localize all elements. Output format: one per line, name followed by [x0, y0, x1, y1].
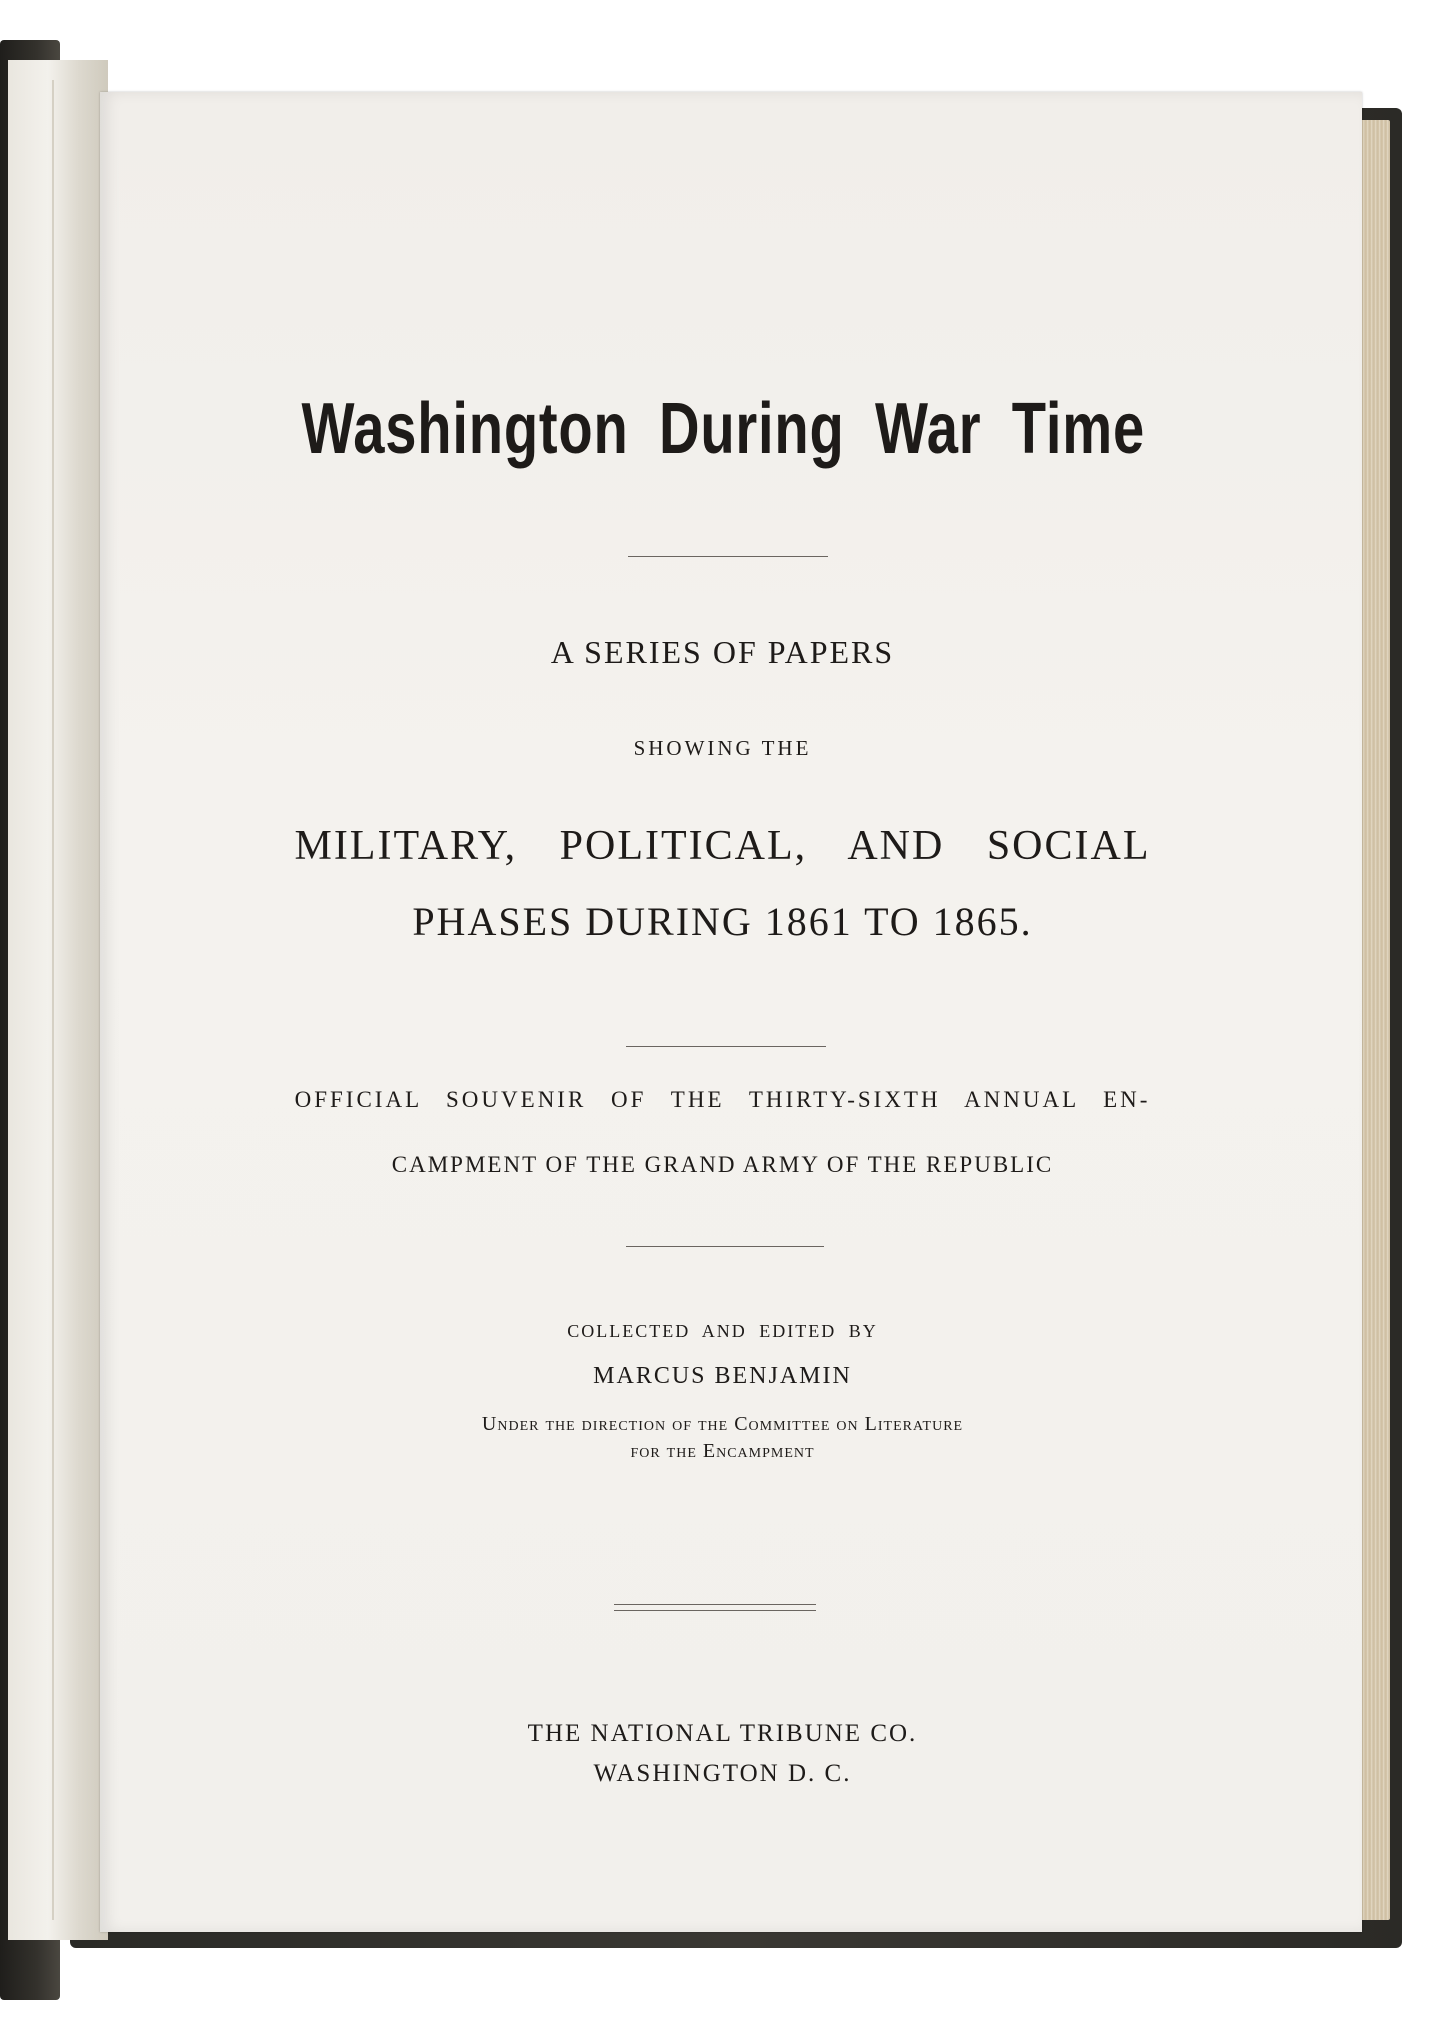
souvenir-line2: CAMPMENT OF THE GRAND ARMY OF THE REPUBLIC — [391, 1152, 1054, 1177]
divider-rule-3 — [626, 1246, 824, 1247]
double-rule-bottom — [614, 1610, 816, 1611]
series-line: A SERIES OF PAPERS — [550, 634, 895, 670]
previous-leaf-edge — [8, 60, 108, 1940]
divider-rule-1 — [628, 556, 828, 557]
phases-heading-line2: PHASES DURING 1861 TO 1865. — [412, 899, 1033, 944]
book-title: Washington During War Time — [301, 389, 1145, 469]
direction-line2: for the Encampment — [630, 1440, 815, 1462]
souvenir-line1: OFFICIAL SOUVENIR OF THE THIRTY-SIXTH ANNUAL EN- — [294, 1087, 1151, 1112]
collected-line: COLLECTED AND EDITED BY — [567, 1321, 878, 1341]
direction-line1: Under the direction of the Committee on Literature — [481, 1413, 964, 1435]
publisher-name: THE NATIONAL TRIBUNE CO. — [527, 1720, 918, 1747]
editor-name: MARCUS BENJAMIN — [593, 1363, 852, 1389]
double-rule-top — [614, 1604, 816, 1605]
publisher-place: WASHINGTON D. C. — [593, 1760, 852, 1787]
phases-heading-line1: MILITARY, POLITICAL, AND SOCIAL — [294, 823, 1151, 869]
showing-line: SHOWING THE — [633, 736, 812, 760]
stitching-line — [52, 80, 54, 1920]
divider-rule-2 — [626, 1046, 826, 1047]
title-page — [100, 92, 1362, 1932]
